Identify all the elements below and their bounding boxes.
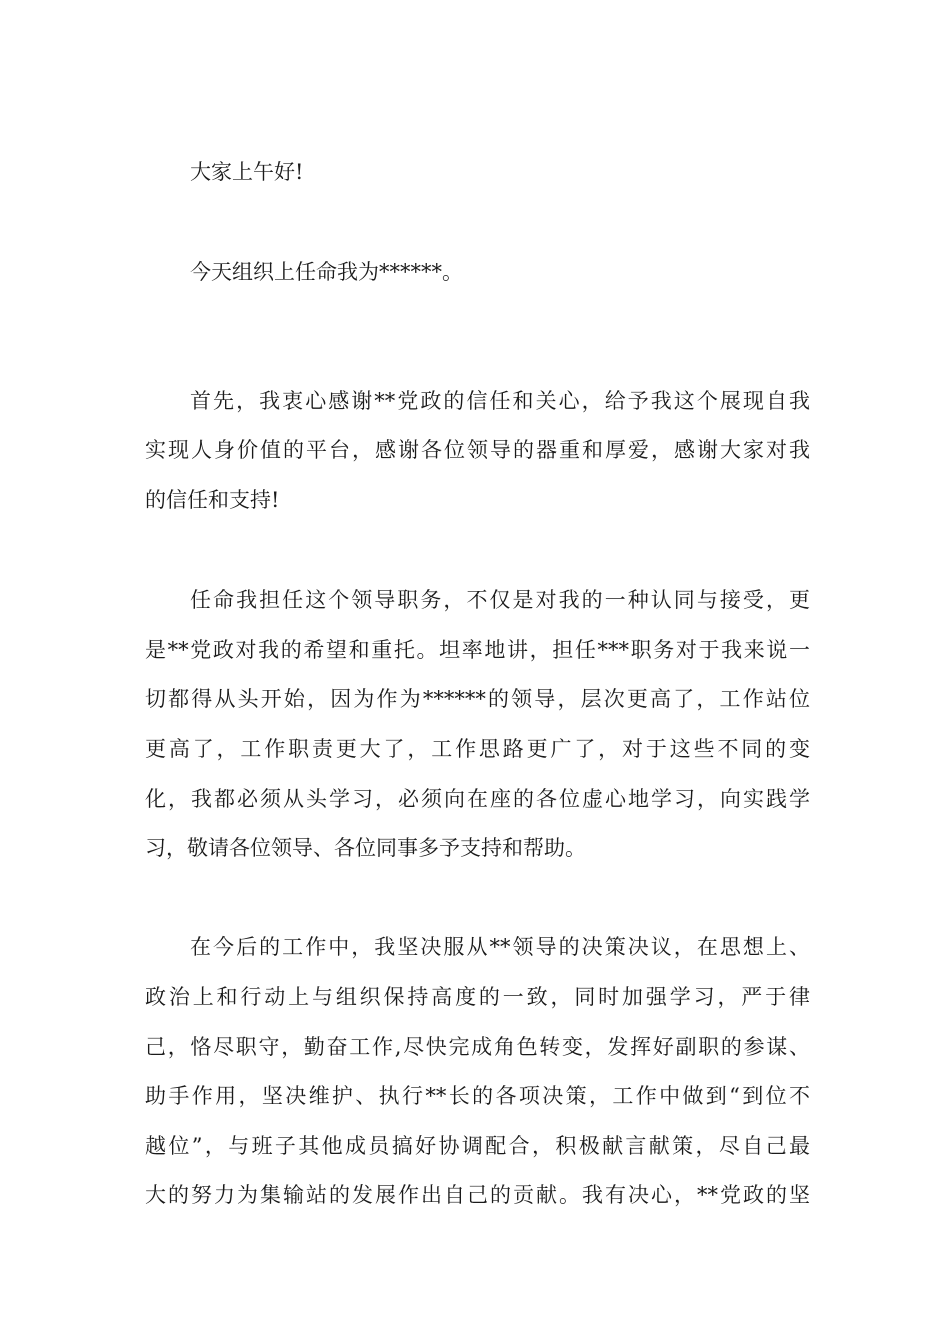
paragraph-thanks-line-3: 的信任和支持! xyxy=(145,488,280,512)
paragraph-commitment-line-6: 大的努力为集输站的发展作出自己的贡献。我有决心，**党政的坚 xyxy=(145,1183,810,1207)
greeting-line: 大家上午好! xyxy=(190,160,304,184)
paragraph-thanks-line-1: 首先，我衷心感谢**党政的信任和关心，给予我这个展现自我 xyxy=(190,389,810,413)
paragraph-appointment-line-1: 任命我担任这个领导职务，不仅是对我的一种认同与接受，更 xyxy=(190,588,810,612)
appointment-line: 今天组织上任命我为******。 xyxy=(190,260,463,284)
paragraph-commitment-line-2: 政治上和行动上与组织保持高度的一致，同时加强学习，严于律 xyxy=(145,985,810,1009)
paragraph-appointment-line-4: 更高了，工作职责更大了，工作思路更广了，对于这些不同的变 xyxy=(145,737,810,761)
paragraph-appointment-line-5: 化，我都必须从头学习，必须向在座的各位虚心地学习，向实践学 xyxy=(145,787,810,811)
paragraph-appointment-line-6: 习，敬请各位领导、各位同事多予支持和帮助。 xyxy=(145,836,586,860)
paragraph-commitment-line-4: 助手作用，坚决维护、执行**长的各项决策，工作中做到“到位不 xyxy=(145,1084,810,1108)
paragraph-commitment-line-5: 越位”，与班子其他成员搞好协调配合，积极献言献策，尽自己最 xyxy=(145,1134,810,1158)
paragraph-thanks-line-2: 实现人身价值的平台，感谢各位领导的器重和厚爱，感谢大家对我 xyxy=(145,438,810,462)
paragraph-appointment-line-3: 切都得从头开始，因为作为******的领导，层次更高了，工作站位 xyxy=(145,687,810,711)
paragraph-commitment-line-3: 己，恪尽职守，勤奋工作,尽快完成角色转变，发挥好副职的参谋、 xyxy=(145,1035,810,1059)
paragraph-commitment-line-1: 在今后的工作中，我坚决服从**领导的决策决议，在思想上、 xyxy=(190,935,810,959)
paragraph-appointment-line-2: 是**党政对我的希望和重托。坦率地讲，担任***职务对于我来说一 xyxy=(145,638,810,662)
